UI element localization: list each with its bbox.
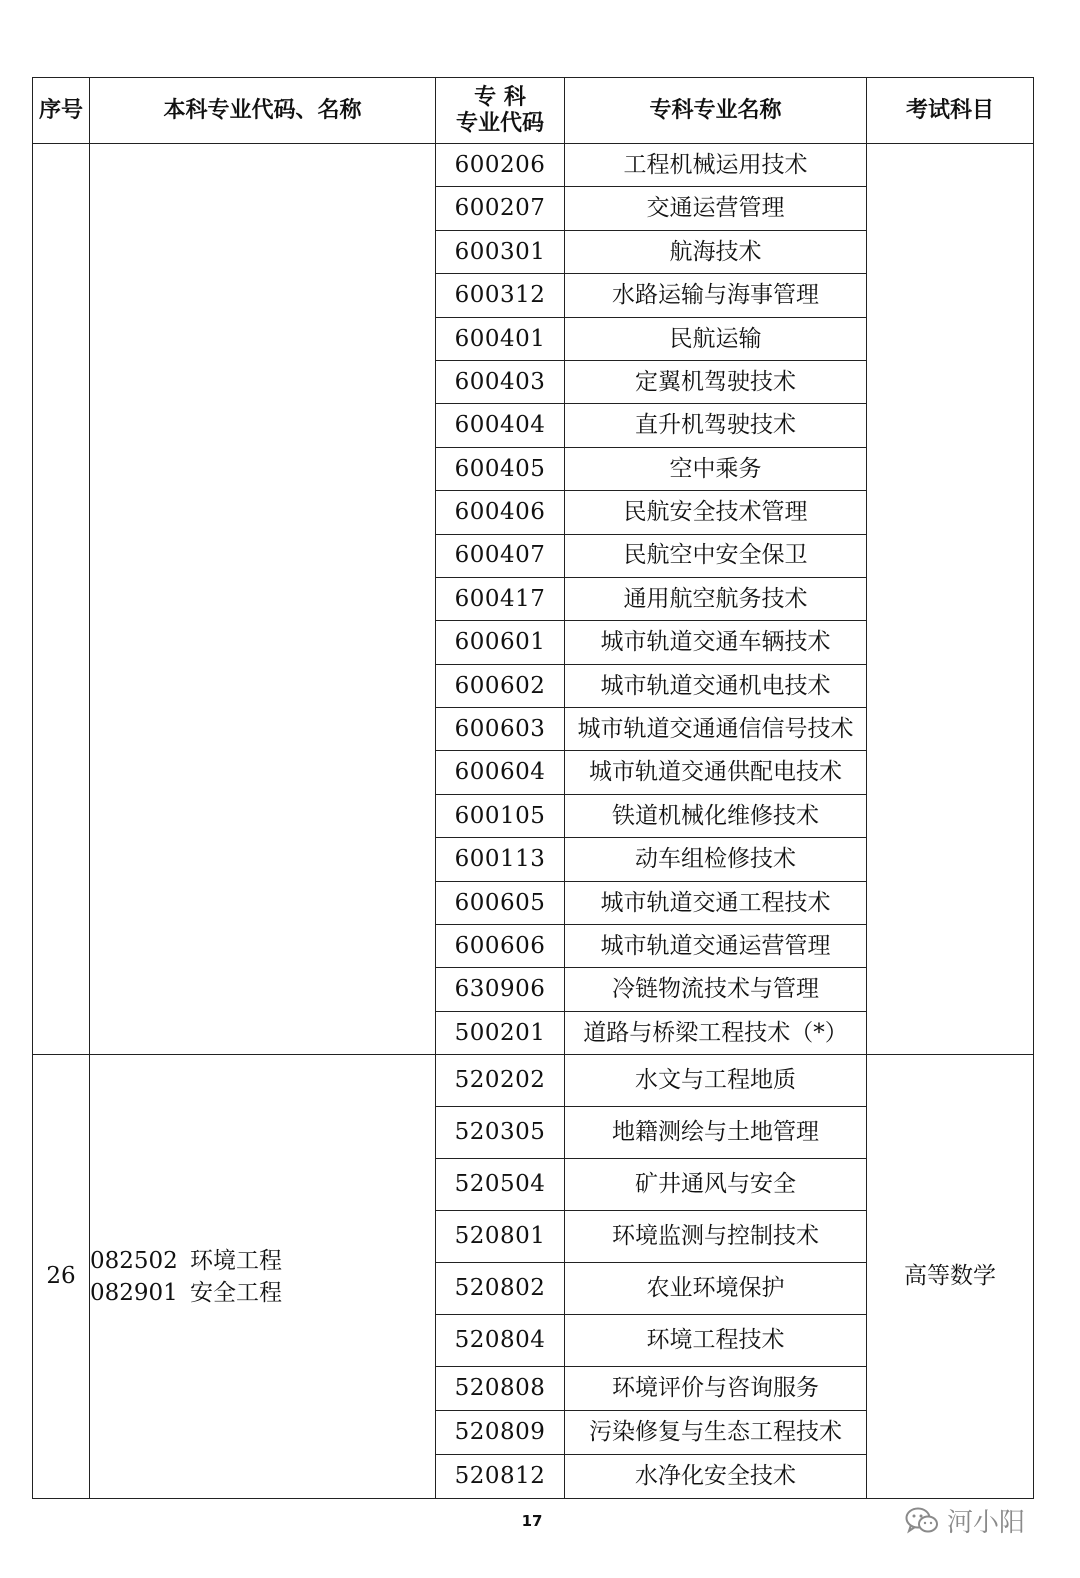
major-table (32, 77, 1034, 1499)
major-code: 600405 (436, 447, 565, 490)
exam-cell: 高等数学 (867, 1055, 1034, 1499)
major-code: 600604 (436, 751, 565, 794)
major-name: 交通运营管理 (565, 187, 867, 230)
major-code: 600113 (436, 838, 565, 881)
major-code: 520504 (436, 1159, 565, 1211)
seq-cell-empty (33, 144, 90, 1055)
major-name: 冷链物流技术与管理 (565, 968, 867, 1011)
major-name: 水净化安全技术 (565, 1455, 867, 1499)
major-name: 民航安全技术管理 (565, 491, 867, 534)
undergrad-major (90, 1277, 435, 1309)
table-row (33, 144, 1034, 187)
undergrad-cell (90, 1055, 436, 1499)
major-code: 600312 (436, 274, 565, 317)
undergrad-name: 环境工程 (190, 1247, 282, 1274)
major-name: 城市轨道交通供配电技术 (565, 751, 867, 794)
major-code: 520305 (436, 1107, 565, 1159)
major-code: 600407 (436, 534, 565, 577)
group-2-body (33, 1055, 1034, 1499)
major-name: 城市轨道交通工程技术 (565, 881, 867, 924)
major-name: 空中乘务 (565, 447, 867, 490)
major-code: 520202 (436, 1055, 565, 1107)
major-code: 520809 (436, 1411, 565, 1455)
undergrad-cell-empty (90, 144, 436, 1055)
exam-cell-empty (867, 144, 1034, 1055)
watermark-text: 河小阳 (947, 1508, 1026, 1538)
major-name: 环境评价与咨询服务 (565, 1367, 867, 1411)
page-number: 17 (521, 1512, 543, 1530)
major-name: 环境工程技术 (565, 1315, 867, 1367)
major-name: 城市轨道交通车辆技术 (565, 621, 867, 664)
header-name: 专科专业名称 (565, 78, 867, 144)
major-code: 520812 (436, 1455, 565, 1499)
major-code: 600207 (436, 187, 565, 230)
undergrad-major (90, 1245, 435, 1277)
major-name: 民航运输 (565, 317, 867, 360)
major-name: 污染修复与生态工程技术 (565, 1411, 867, 1455)
undergrad-code: 082502 (90, 1247, 178, 1274)
major-name: 城市轨道交通运营管理 (565, 925, 867, 968)
major-name: 道路与桥梁工程技术（*） (565, 1011, 867, 1054)
major-name: 城市轨道交通机电技术 (565, 664, 867, 707)
major-name: 城市轨道交通通信信号技术 (565, 708, 867, 751)
header-code-line1: 专 科 (474, 85, 526, 111)
major-code: 600105 (436, 794, 565, 837)
group-1-body (33, 144, 1034, 1055)
major-code: 630906 (436, 968, 565, 1011)
undergrad-code: 082901 (90, 1279, 178, 1306)
header-code (436, 78, 565, 144)
major-code: 600301 (436, 230, 565, 273)
major-code: 600603 (436, 708, 565, 751)
major-code: 600401 (436, 317, 565, 360)
major-name: 工程机械运用技术 (565, 144, 867, 187)
major-name: 航海技术 (565, 230, 867, 273)
major-code: 600206 (436, 144, 565, 187)
major-code: 600601 (436, 621, 565, 664)
major-name: 水路运输与海事管理 (565, 274, 867, 317)
wechat-icon (905, 1507, 939, 1535)
major-name: 动车组检修技术 (565, 838, 867, 881)
major-code: 600417 (436, 577, 565, 620)
header-undergrad: 本科专业代码、名称 (90, 78, 436, 144)
table-row (33, 1055, 1034, 1107)
major-code: 600602 (436, 664, 565, 707)
header-code-line2: 专业代码 (455, 110, 544, 136)
seq-cell: 26 (33, 1055, 90, 1499)
major-name: 环境监测与控制技术 (565, 1211, 867, 1263)
header-seq: 序号 (33, 78, 90, 144)
major-name: 水文与工程地质 (565, 1055, 867, 1107)
major-code: 600606 (436, 925, 565, 968)
major-name: 定翼机驾驶技术 (565, 360, 867, 403)
watermark (905, 1502, 1025, 1539)
major-code: 500201 (436, 1011, 565, 1054)
major-name: 地籍测绘与土地管理 (565, 1107, 867, 1159)
major-name: 通用航空航务技术 (565, 577, 867, 620)
major-code: 600403 (436, 360, 565, 403)
header-exam: 考试科目 (867, 78, 1034, 144)
major-code: 520801 (436, 1211, 565, 1263)
major-name: 直升机驾驶技术 (565, 404, 867, 447)
major-code: 520808 (436, 1367, 565, 1411)
header-row (33, 78, 1034, 144)
undergrad-name: 安全工程 (190, 1279, 282, 1306)
major-name: 民航空中安全保卫 (565, 534, 867, 577)
major-code: 520802 (436, 1263, 565, 1315)
major-code: 600406 (436, 491, 565, 534)
major-name: 铁道机械化维修技术 (565, 794, 867, 837)
major-name: 农业环境保护 (565, 1263, 867, 1315)
major-code: 600404 (436, 404, 565, 447)
major-name: 矿井通风与安全 (565, 1159, 867, 1211)
major-code: 520804 (436, 1315, 565, 1367)
major-code: 600605 (436, 881, 565, 924)
